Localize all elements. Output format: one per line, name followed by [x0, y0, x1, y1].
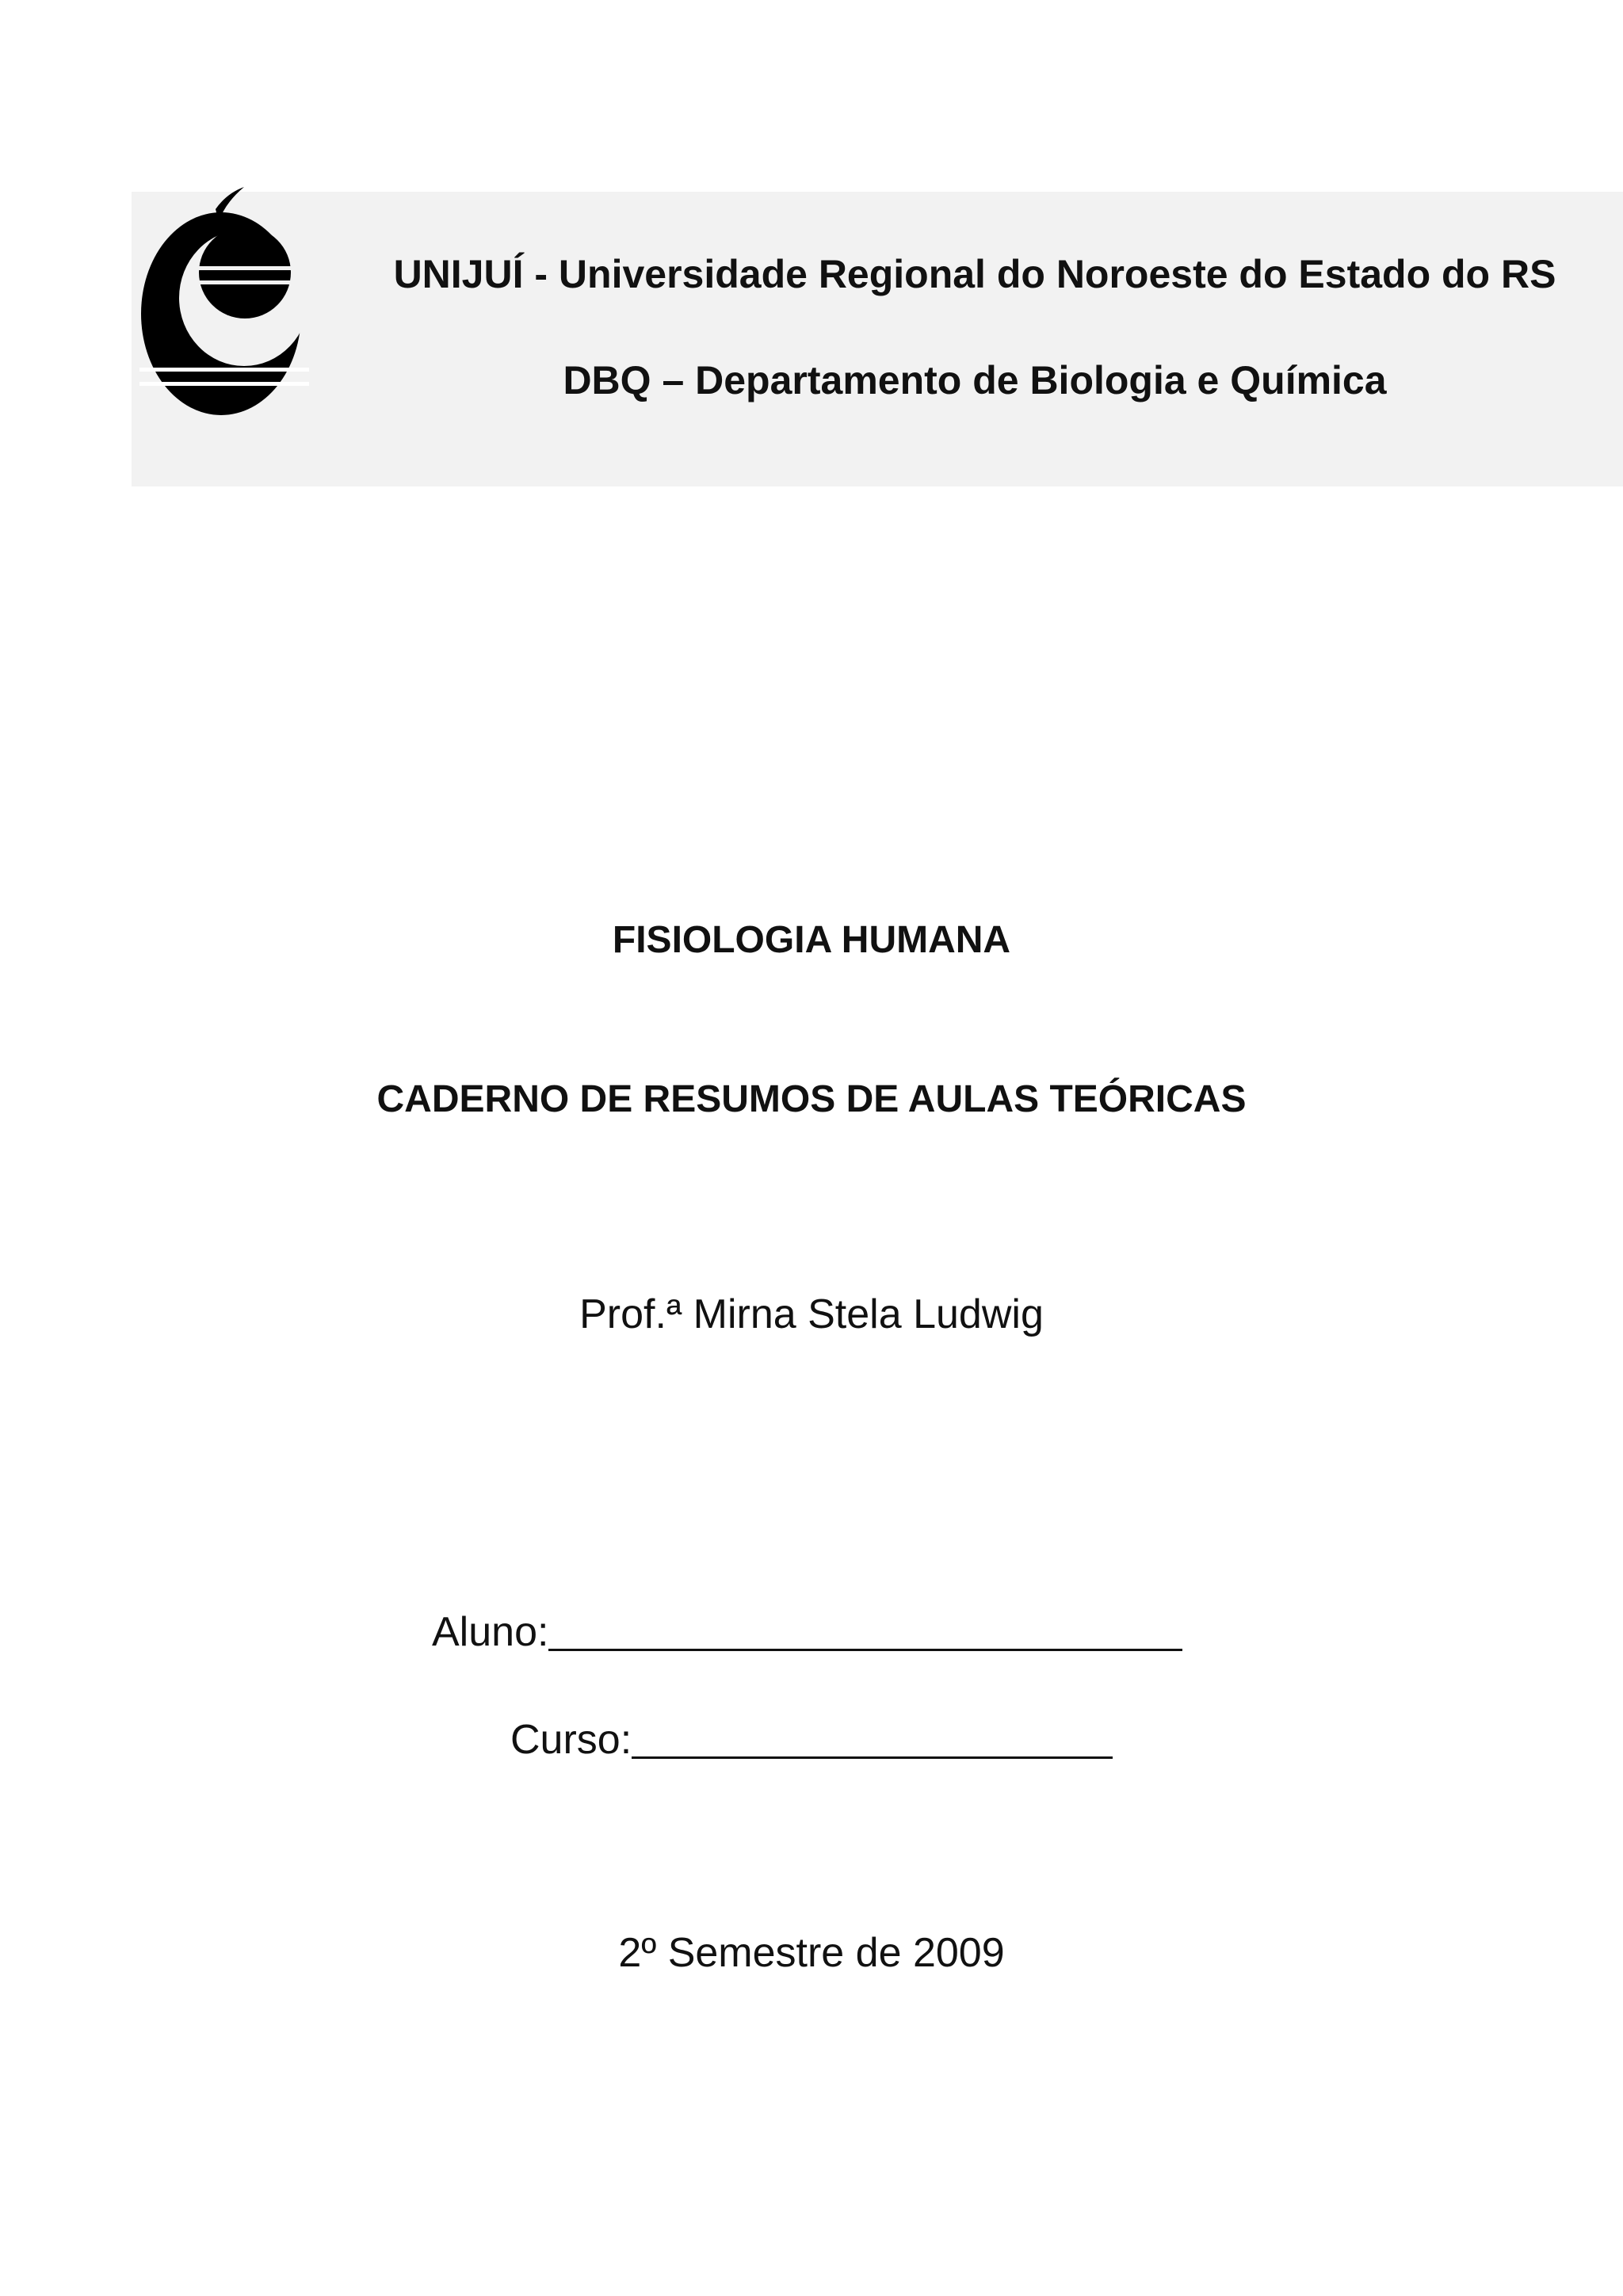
unijui-logo-icon: [139, 187, 309, 418]
course-blank-line: [632, 1717, 1113, 1759]
student-blank-line: [548, 1609, 1182, 1651]
department-name: DBQ – Departamento de Biologia e Química: [563, 358, 1387, 402]
semester-text: 2º Semestre de 2009: [618, 1930, 1005, 1976]
header-band: [132, 192, 1623, 486]
student-field: [432, 1607, 1182, 1657]
course-label: Curso:: [510, 1717, 632, 1763]
professor-name: Prof.ª Mirna Stela Ludwig: [579, 1291, 1044, 1337]
document-title: CADERNO DE RESUMOS DE AULAS TEÓRICAS: [376, 1078, 1247, 1120]
institution-name: UNIJUÍ - Universidade Regional do Noroeste do Estado do RS: [393, 252, 1556, 296]
student-label: Aluno:: [432, 1609, 549, 1655]
subject-title: FISIOLOGIA HUMANA: [612, 919, 1011, 961]
course-field: [510, 1714, 1113, 1765]
